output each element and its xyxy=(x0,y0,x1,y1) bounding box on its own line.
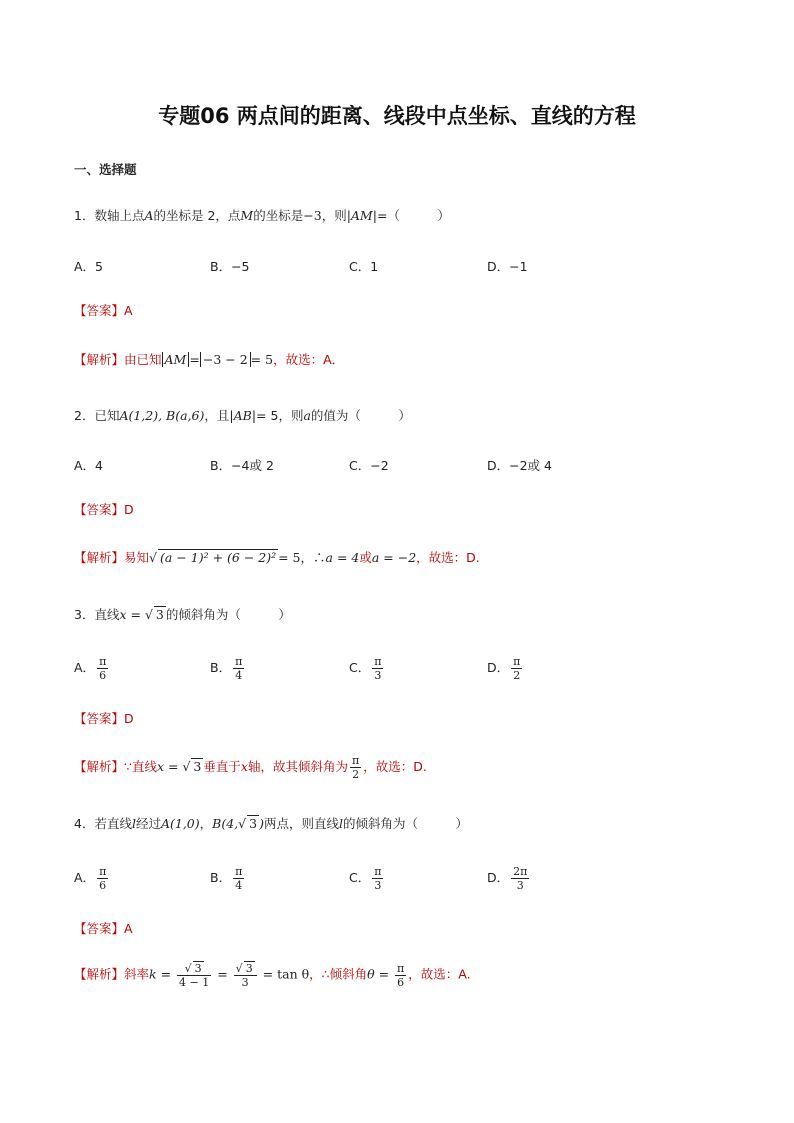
question-1-option-c: C．1 xyxy=(349,259,379,274)
question-2-option-a: A．4 xyxy=(74,458,104,473)
question-4-stem: 4．若直线l经过A(1,0)，B(4,√ 3 )两点，则直线l的倾斜角为（ ） xyxy=(74,816,468,831)
question-3-answer: 【答案】D xyxy=(74,711,134,726)
question-1-option-a: A．5 xyxy=(74,259,104,274)
question-2-answer: 【答案】D xyxy=(74,502,134,517)
question-1-stem: 1．数轴上点A的坐标是 2，点M的坐标是−3，则|AM|=（ ） xyxy=(74,208,450,223)
page-title: 专题06 两点间的距离、线段中点坐标、直线的方程 xyxy=(158,104,636,128)
question-4-option-b: B． $\frac{\pi}{4}$ xyxy=(210,865,243,892)
question-3-analysis: 【解析】∵直线x = √ 3 垂直于x轴，故其倾斜角为 $\frac{\pi}{2}$ ，故选：D. xyxy=(74,754,427,781)
question-4-answer: 【答案】A xyxy=(74,921,133,936)
question-1-option-d: D．−1 xyxy=(487,259,528,274)
question-3-option-d: D． $\frac{\pi}{2}$ xyxy=(487,655,521,682)
question-2-option-d: D．−2或 4 xyxy=(487,458,552,473)
question-3-option-c: C． $\frac{\pi}{3}$ xyxy=(349,655,382,682)
question-2-analysis: 【解析】易知√ (a − 1)² + (6 − 2)² = 5，∴a = 4或a = −2，故选：D. xyxy=(74,550,480,565)
question-4-analysis: 【解析】斜率k = $\frac{√ 3}{4 - 1}$ = $\frac{√ 3}{3}$ = tan θ，∴倾斜角θ = $\frac{\pi}{6}$ ，故选：A. xyxy=(74,961,471,989)
question-4-option-a: A． $\frac{\pi}{6}$ xyxy=(74,865,107,892)
question-3-option-a: A． $\frac{\pi}{6}$ xyxy=(74,655,107,682)
question-4-option-d: D． $\frac{2\pi}{3}$ xyxy=(487,865,528,892)
question-4-option-c: C． $\frac{\pi}{3}$ xyxy=(349,865,382,892)
section-heading: 一、选择题 xyxy=(74,162,137,177)
question-2-option-b: B．−4或 2 xyxy=(210,458,274,473)
question-3-option-b: B． $\frac{\pi}{4}$ xyxy=(210,655,243,682)
question-1-analysis: 【解析】由已知 AM = −3 − 2 = 5，故选：A． xyxy=(74,352,345,367)
question-2-option-c: C．−2 xyxy=(349,458,389,473)
question-1-option-b: B．−5 xyxy=(210,259,250,274)
question-3-stem: 3．直线x = √ 3 的倾斜角为（ ） xyxy=(74,607,291,622)
question-2-stem: 2．已知A(1,2), B(a,6)，且|AB|= 5，则a的值为（ ） xyxy=(74,408,411,423)
question-1-answer: 【答案】A xyxy=(74,303,133,318)
